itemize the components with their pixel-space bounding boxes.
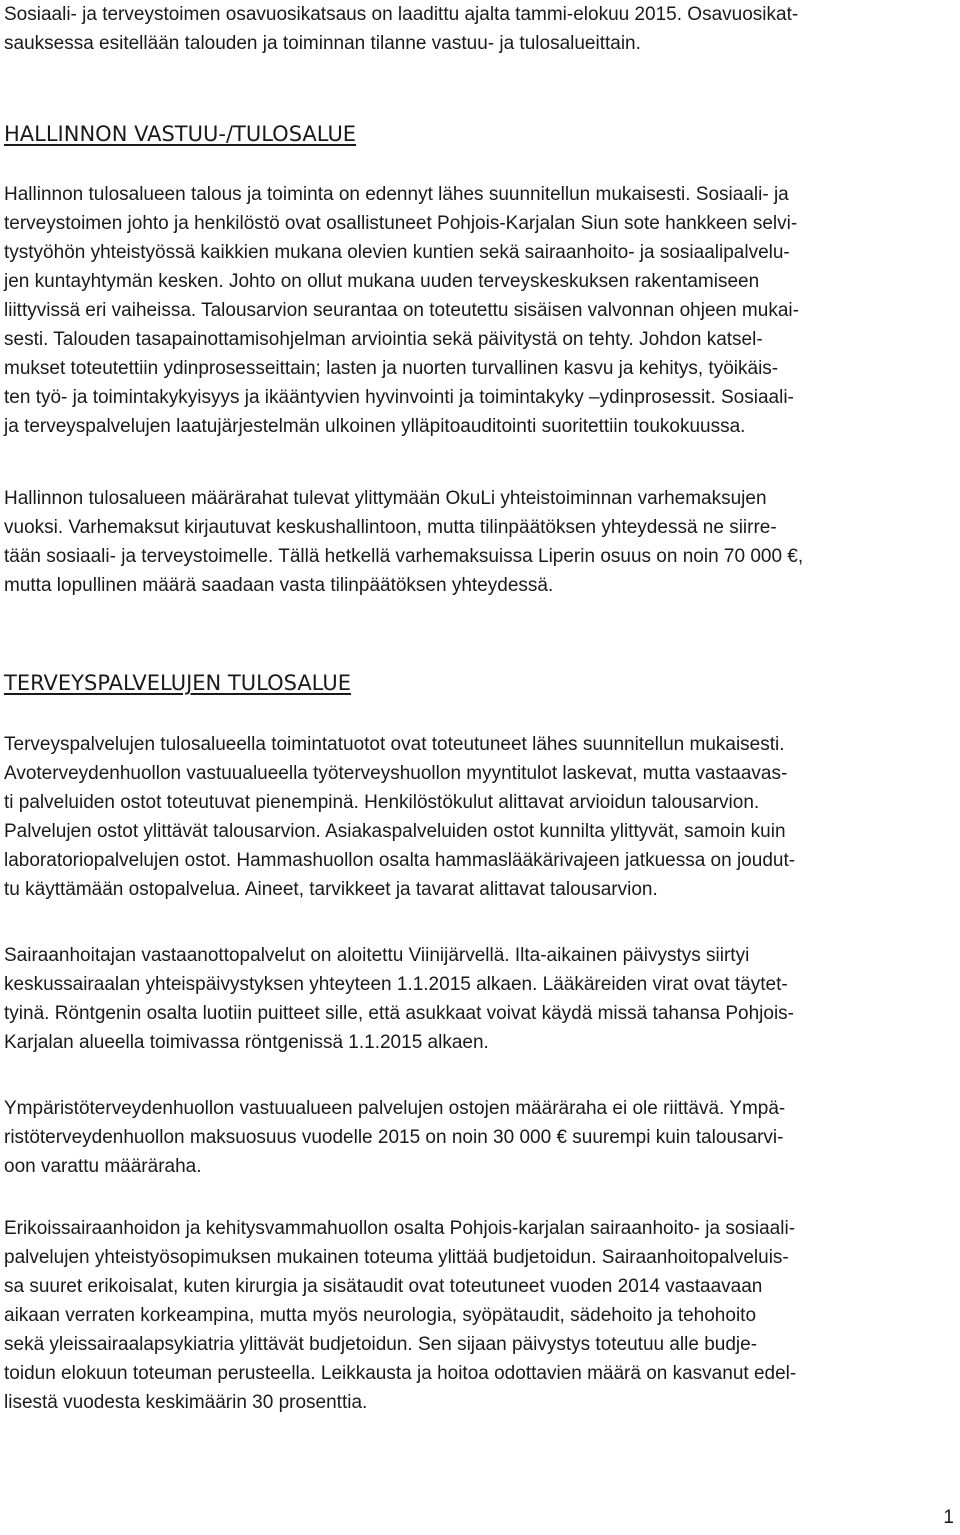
text-line: aikaan verraten korkeampina, mutta myös neurologia, syöpätaudit, sädehoito ja tehohoito xyxy=(4,1305,757,1326)
text-line: jen kuntayhtymän kesken. Johto on ollut mukana uuden terveyskeskuksen rakentamiseen xyxy=(4,271,760,292)
text-line: vuoksi. Varhemaksut kirjautuvat keskushallintoon, mutta tilinpäätöksen yhteydessä ne siirre- xyxy=(4,517,777,538)
section-heading-terveyspalvelut: TERVEYSPALVELUJEN TULOSALUE xyxy=(4,671,351,695)
intro-paragraph xyxy=(4,0,798,58)
text-line: ja terveyspalvelujen laatujärjestelmän ulkoinen ylläpitoauditointi suoritettiin toukokuussa. xyxy=(4,416,746,437)
text-line: Terveyspalvelujen tulosalueella toimintatuotot ovat toteutuneet lähes suunnitellun mukaisesti. xyxy=(4,734,785,755)
section-heading-hallinto: HALLINNON VASTUU-/TULOSALUE xyxy=(4,122,357,146)
text-line: tään sosiaali- ja terveystoimelle. Tällä hetkellä varhemaksuissa Liperin osuus on noin 70 000 €, xyxy=(4,546,804,567)
text-line: sauksessa esitellään talouden ja toiminnan tilanne vastuu- ja tulosalueittain. xyxy=(4,33,641,54)
text-line: tu käyttämään ostopalvelua. Aineet, tarvikkeet ja tavarat alittavat talousarvion. xyxy=(4,879,658,900)
text-line: Sosiaali- ja terveystoimen osavuosikatsaus on laadittu ajalta tammi-elokuu 2015. Osavuosikat- xyxy=(4,4,799,25)
text-line: liittyvissä eri vaiheissa. Talousarvion seurantaa on toteutettu sisäisen valvonnan ohjeen mukai- xyxy=(4,300,799,321)
text-line: Palvelujen ostot ylittävät talousarvion. Asiakaspalveluiden ostot kunnilta ylittyvät, samoin kuin xyxy=(4,821,786,842)
text-line: sekä yleissairaalapsykiatria ylittävät budjetoidun. Sen sijaan päivystys toteutuu alle budje- xyxy=(4,1334,758,1355)
terveys-paragraph-2 xyxy=(4,941,794,1057)
text-line: Hallinnon tulosalueen talous ja toiminta on edennyt lähes suunnitellun mukaisesti. Sosiaali- ja xyxy=(4,184,789,205)
terveys-paragraph-4 xyxy=(4,1214,796,1417)
text-line: sesti. Talouden tasapainottamisohjelman arviointia sekä päivitystä on tehty. Johdon katsel- xyxy=(4,329,763,350)
text-line: ristöterveydenhuollon maksuosuus vuodelle 2015 on noin 30 000 € suurempi kuin talousarvi- xyxy=(4,1127,784,1148)
text-line: Hallinnon tulosalueen määrärahat tulevat ylittymään OkuLi yhteistoiminnan varhemaksujen xyxy=(4,488,767,509)
text-line: oon varattu määräraha. xyxy=(4,1156,202,1177)
text-line: sa suuret erikoisalat, kuten kirurgia ja sisätaudit ovat toteutuneet vuoden 2014 vastaavaan xyxy=(4,1276,763,1297)
text-line: Ympäristöterveydenhuollon vastuualueen palvelujen ostojen määräraha ei ole riittävä. Ympä- xyxy=(4,1098,786,1119)
text-line: terveystoimen johto ja henkilöstö ovat osallistuneet Pohjois-Karjalan Siun sote hankkeen selvi- xyxy=(4,213,798,234)
text-line: Karjalan alueella toimivassa röntgenissä 1.1.2015 alkaen. xyxy=(4,1032,489,1053)
text-line: palvelujen yhteistyösopimuksen mukainen toteuma ylittää budjetoidun. Sairaanhoitopalveluis- xyxy=(4,1247,789,1268)
terveys-paragraph-1 xyxy=(4,730,795,904)
text-line: tyinä. Röntgenin osalta luotiin puitteet sille, että asukkaat voivat käydä missä tahansa Pohjois- xyxy=(4,1003,795,1024)
hallinto-paragraph-2 xyxy=(4,484,803,600)
terveys-paragraph-3 xyxy=(4,1094,785,1181)
text-line: toidun elokuun toteuman perusteella. Leikkausta ja hoitoa odottavien määrä on kasvanut edel- xyxy=(4,1363,797,1384)
text-line: lisestä vuodesta keskimäärin 30 prosenttia. xyxy=(4,1392,368,1413)
text-line: Erikoissairaanhoidon ja kehitysvammahuollon osalta Pohjois-karjalan sairaanhoito- ja sosiaali- xyxy=(4,1218,796,1239)
text-line: ti palveluiden ostot toteutuvat pienempinä. Henkilöstökulut alittavat arvioidun talousarvion. xyxy=(4,792,760,813)
text-line: laboratoriopalvelujen ostot. Hammashuollon osalta hammaslääkärivajeen jatkuessa on joudut- xyxy=(4,850,796,871)
text-line: Avoterveydenhuollon vastuualueella työterveyshuollon myyntitulot laskevat, mutta vastaavas- xyxy=(4,763,788,784)
text-line: ten työ- ja toimintakykyisyys ja ikääntyvien hyvinvointi ja toimintakyky –ydinprosessit. Sosiaali- xyxy=(4,387,794,408)
text-line: tystyöhön yhteistyössä kaikkien mukana olevien kuntien sekä sairaanhoito- ja sosiaalipalvelu- xyxy=(4,242,790,263)
hallinto-paragraph-1 xyxy=(4,180,799,441)
page-number: 1 xyxy=(943,1507,954,1528)
text-line: mukset toteutettiin ydinprosesseittain; lasten ja nuorten turvallinen kasvu ja kehitys, työikäis- xyxy=(4,358,779,379)
text-line: mutta lopullinen määrä saadaan vasta tilinpäätöksen yhteydessä. xyxy=(4,575,554,596)
text-line: keskussairaalan yhteispäivystyksen yhteyteen 1.1.2015 alkaen. Lääkäreiden virat ovat täytet- xyxy=(4,974,788,995)
text-line: Sairaanhoitajan vastaanottopalvelut on aloitettu Viinijärvellä. Ilta-aikainen päivystys siirtyi xyxy=(4,945,750,966)
